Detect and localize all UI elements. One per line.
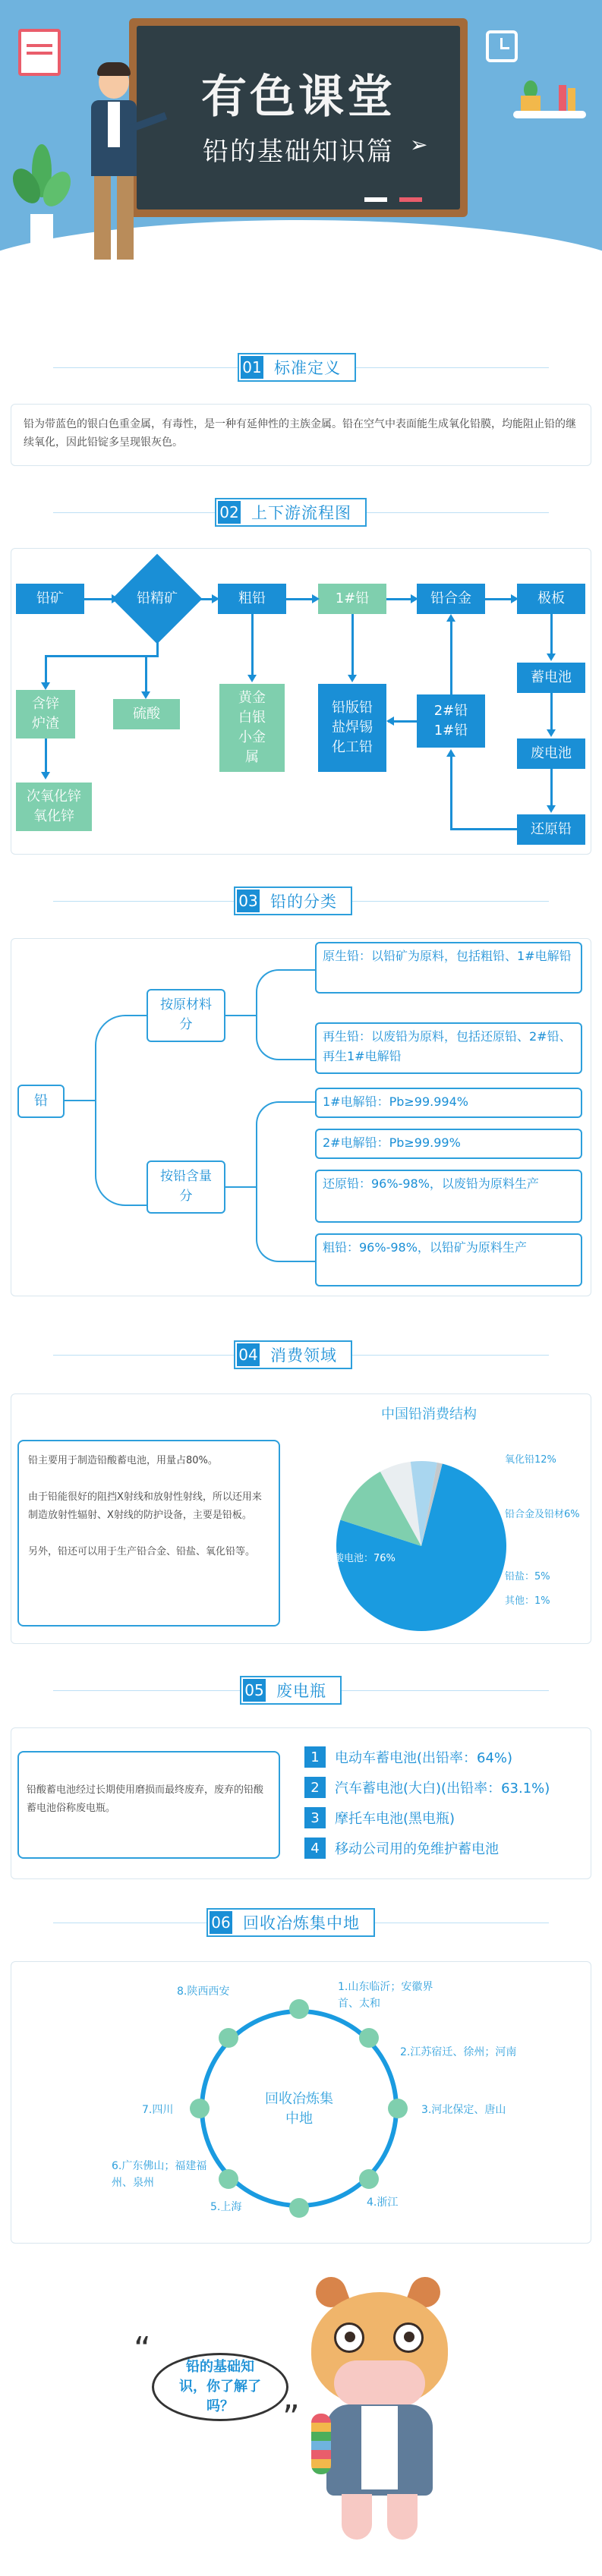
flow-zinc-slag: 含锌炉渣 (16, 690, 75, 738)
blackboard (129, 18, 468, 217)
waste-num: 3 (304, 1807, 326, 1828)
consumption-card (11, 1393, 591, 1644)
city-label: 5.上海 (210, 2201, 242, 2213)
recycle-card (11, 1961, 591, 2244)
flowchart-card (11, 548, 591, 855)
flow-mix: 2#铅1#铅 (417, 694, 485, 748)
pie-label: 铅盐：5% (505, 1571, 550, 1582)
waste-num: 4 (304, 1838, 326, 1859)
hero-banner (0, 0, 602, 281)
class-root: 铅 (17, 1085, 65, 1118)
city-dot (289, 2198, 309, 2218)
quote-left-icon: “ (134, 2330, 151, 2369)
section-header-02 (215, 498, 367, 527)
hero-title: 有色课堂 (201, 71, 396, 124)
flow-lead-ore: 铅矿 (16, 584, 84, 614)
paper-plane-icon: ➢ (410, 132, 428, 157)
clock-icon (486, 30, 518, 62)
teacher-illustration (84, 65, 144, 270)
section-header-01 (238, 353, 356, 382)
section-header-05 (240, 1676, 342, 1705)
flow-precious: 黄金白银小金属 (219, 684, 285, 772)
section-header-04 (234, 1340, 352, 1369)
flow-reduced: 还原铅 (517, 814, 585, 845)
recycle-center: 回收冶炼集中地 (265, 2091, 333, 2127)
class-item: 粗铅：96%-98%，以铅矿为原料生产 (315, 1233, 582, 1286)
consumption-text-box (17, 1440, 280, 1627)
speech-bubble (152, 2353, 288, 2421)
waste-item: 电动车蓄电池(出铅率：64%) (335, 1750, 513, 1766)
city-dot (219, 2028, 238, 2048)
classification-card (11, 938, 591, 1296)
class-group-material: 按原材料分 (147, 989, 225, 1042)
plant-icon (15, 144, 68, 250)
city-dot (388, 2099, 408, 2118)
section-number: 01 (241, 356, 263, 379)
pie-label: 铅酸电池：76% (324, 1553, 396, 1564)
flow-plate: 极板 (517, 584, 585, 614)
flow-chem: 铅版铅盐焊锡化工铅 (318, 684, 386, 772)
section-title: 上下游流程图 (251, 504, 351, 522)
city-label: 4.浙江 (367, 2197, 399, 2209)
waste-num: 1 (304, 1746, 326, 1768)
city-dot (359, 2028, 379, 2048)
section-number: 03 (237, 890, 260, 912)
section-title: 标准定义 (274, 359, 341, 377)
definition-text: 铅为带蓝色的银白色重金属，有毒性，是一种有延伸性的主族金属。铅在空气中表面能生成氧化铅膜，均能阻止铅的继续氧化，因此铅锭多呈现银灰色。 (24, 418, 576, 449)
city-dot (219, 2169, 238, 2189)
quote-right-icon: ” (282, 2398, 300, 2437)
flow-crude: 粗铅 (218, 584, 286, 614)
city-label: 3.河北保定、唐山 (421, 2104, 506, 2116)
class-item: 原生铅：以铅矿为原料，包括粗铅、1#电解铅 (315, 942, 582, 994)
waste-num: 2 (304, 1777, 326, 1798)
waste-item: 摩托车电池(黑电瓶) (335, 1811, 455, 1827)
flow-sulfuric: 硫酸 (113, 699, 180, 729)
city-dot (359, 2169, 379, 2189)
flow-alloy: 铅合金 (417, 584, 485, 614)
class-group-content: 按铅含量分 (147, 1160, 225, 1214)
hero-subtitle: 铅的基础知识篇 (203, 137, 394, 167)
pie-label: 铅合金及铅材6% (505, 1509, 580, 1520)
section-number: 04 (237, 1343, 260, 1366)
consumption-p2: 由于铅能很好的阻挡X射线和放射性射线，所以还用来制造放射性辐射、X射线的防护设备，主要是铅板。 (28, 1491, 262, 1521)
flow-zno: 次氧化锌氧化锌 (16, 783, 92, 831)
section-number: 06 (210, 1911, 232, 1934)
flow-battery: 蓄电池 (517, 663, 585, 693)
flow-concentrate: 铅精矿 (137, 590, 178, 606)
chalk-icon (364, 197, 387, 202)
waste-text-box (17, 1751, 280, 1859)
city-label: 1.山东临沂；安徽界首、太和 (338, 1981, 433, 2010)
pie-chart (315, 1432, 588, 1637)
class-item: 1#电解铅：Pb≥99.994% (315, 1088, 582, 1118)
eraser-icon (399, 197, 422, 202)
waste-item: 汽车蓄电池(大白)(出铅率：63.1%) (335, 1781, 550, 1797)
section-number: 02 (218, 501, 241, 524)
section-title: 废电瓶 (276, 1682, 326, 1700)
consumption-p1: 铅主要用于制造铅酸蓄电池，用量占80%。 (28, 1455, 218, 1466)
section-title: 回收冶炼集中地 (243, 1914, 360, 1932)
pie-label: 氧化铅12% (505, 1454, 556, 1466)
pie-chart-title: 中国铅消费结构 (381, 1406, 477, 1422)
city-label: 8.陕西西安 (177, 1986, 230, 1998)
city-label: 6.广东佛山；福建福州、泉州 (112, 2160, 207, 2189)
section-number: 05 (243, 1679, 266, 1702)
waste-text: 铅酸蓄电池经过长期使用磨损而最终废弃，废弃的铅酸蓄电池俗称废电瓶。 (27, 1784, 264, 1814)
class-item: 2#电解铅：Pb≥99.99% (315, 1129, 582, 1159)
section-title: 消费领域 (270, 1346, 337, 1365)
city-dot (289, 1999, 309, 2019)
speech-bubble-text: 铅的基础知识，你了解了吗？ (179, 2359, 261, 2414)
definition-card (11, 404, 591, 466)
cow-mascot (296, 2277, 463, 2558)
shelf-icon (513, 80, 586, 126)
flow-waste: 废电池 (517, 738, 585, 769)
section-header-03 (234, 886, 352, 915)
flow-no1: 1#铅 (318, 584, 386, 614)
city-dot (190, 2099, 210, 2118)
section-title: 铅的分类 (270, 893, 337, 911)
class-item: 再生铅：以废铅为原料，包括还原铅、2#铅、再生1#电解铅 (315, 1022, 582, 1074)
consumption-p3: 另外，铅还可以用于生产铅合金、铅盐、氧化铅等。 (28, 1546, 256, 1557)
pie-label: 其他：1% (505, 1595, 550, 1607)
section-header-06 (206, 1908, 375, 1937)
sign-board-icon (18, 29, 61, 76)
class-item: 还原铅：96%-98%，以废铅为原料生产 (315, 1170, 582, 1223)
city-label: 2.江苏宿迁、徐州；河南 (400, 2046, 517, 2058)
waste-item: 移动公司用的免维护蓄电池 (335, 1841, 499, 1857)
city-label: 7.四川 (142, 2104, 174, 2116)
waste-card (11, 1727, 591, 1879)
